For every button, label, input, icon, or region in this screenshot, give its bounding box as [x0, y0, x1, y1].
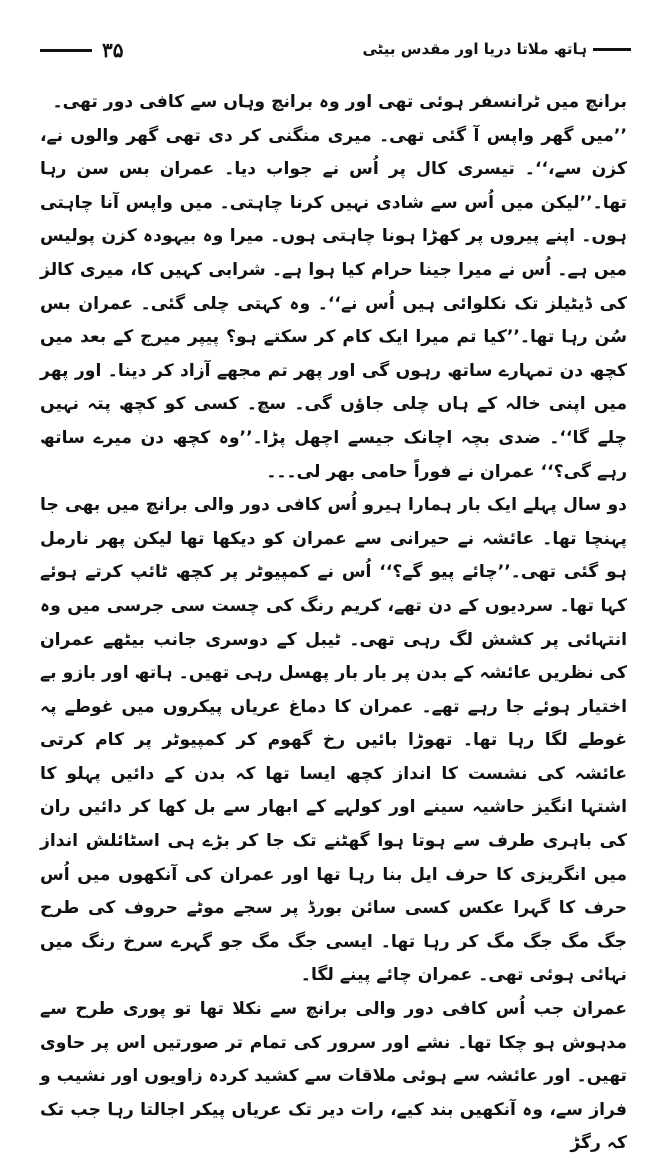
- running-title: ہاتھ ملاتا دریا اور مقدس بیٹی: [362, 40, 587, 58]
- paragraph-3: دو سال پہلے ایک بار ہمارا ہیرو اُس کافی دور والی برانچ میں بھی جا پہنچا تھا۔ عائشہ نے حیرانی سے عمران کو دیکھا تھا لیکن پھر نارمل ہو گئی تھی۔’’چائے پیو گے؟‘‘ اُس نے کمپیوٹر پر کچھ ٹائپ کرتے ہوئے کہا تھا۔ سردیوں کے دن تھے، کریم رنگ کی چست سی جرسی میں وہ انتہائی پر کشش لگ رہی تھی۔ ٹیبل کے دوسری جانب بیٹھے عمران کی نظریں عائشہ کے بدن پر بار بار پھسل رہی تھیں۔ ہاتھ اور بازو بے اختیار ہوئے جا رہے تھے۔ عمران کا دماغ عریاں پیکروں میں غوطے پہ غوطے لگا رہا تھا۔ تھوڑا بائیں رخ گھوم کر کمپیوٹر پر کام کرتی عائشہ کی نشست کا انداز کچھ ایسا تھا کہ بدن کے دائیں پہلو کا اشتہا انگیز حاشیہ سینے اور کولہے کے ابھار سے بل کھا کر دائیں ران کی باہری طرف سے ہوتا ہوا گھٹنے تک جا کر بڑے ہی اسٹائلش انداز میں انگریزی کا حرف ایل بنا رہا تھا اور عمران کی آنکھوں میں اُس حرف کا گہرا عکس کسی سائن بورڈ پر سجے موٹے حروف کی طرح جگ مگ جگ مگ کر رہا تھا۔ ایسی جگ مگ جو گہرے سرخ رنگ میں نہائی ہوئی تھی۔ عمران چائے پینے لگا۔: [40, 495, 627, 986]
- paragraph-4: عمران جب اُس کافی دور والی برانچ سے نکلا تھا تو پوری طرح سے مدہوش ہو چکا تھا۔ نشے اور سرور کی تمام تر صورتیں اس پر حاوی تھیں۔ اور عائشہ سے ہوئی ملاقات سے کشید کردہ زاویوں اور نشیب و فراز سے، وہ آنکھیں بند کیے، رات دیر تک عریاں پیکر اجالتا رہا جب تک کہ رگڑ: [40, 999, 627, 1154]
- body-text: [40, 86, 627, 1161]
- page-header: [40, 38, 631, 68]
- header-rule-right: [593, 48, 631, 51]
- header-right: [362, 40, 631, 58]
- header-left: [40, 38, 123, 62]
- page-number: ۳۵: [102, 38, 124, 62]
- paragraph-2: ’’میں گھر واپس آ گئی تھی۔ میری منگنی کر دی تھی گھر والوں نے، کزن سے،‘‘۔ تیسری کال پر اُس نے جواب دیا۔ عمران بس سن رہا تھا۔’’لیکن میں اُس سے شادی نہیں کرنا چاہتی۔ میں واپس آنا چاہتی ہوں۔ اپنے پیروں پر کھڑا ہونا چاہتی ہوں۔ میرا وہ بیہودہ کزن پولیس میں ہے۔ اُس نے میرا جینا حرام کیا ہوا ہے۔ شرابی کہیں کا، میری کالز کی ڈیٹیلز تک نکلوائی ہیں اُس نے‘‘۔ وہ کہتی چلی گئی۔ عمران بس سُن رہا تھا۔’’کیا تم میرا ایک کام کر سکتے ہو؟ پیپر میرج کے بعد میں کچھ دن تمہارے ساتھ رہوں گی اور پھر تم مجھے آزاد کر دینا۔ اور پھر میں اپنی خالہ کے ہاں چلی جاؤں گی۔ سچ۔ کسی کو کچھ پتہ نہیں چلے گا‘‘۔ ضدی بچہ اچانک جیسے اچھل پڑا۔’’وہ کچھ دن میرے ساتھ رہے گی؟‘‘ عمران نے فوراً حامی بھر لی۔۔۔: [40, 125, 627, 482]
- header-rule-left: [40, 49, 92, 52]
- paragraph-1: برانچ میں ٹرانسفر ہوئی تھی اور وہ برانچ وہاں سے کافی دور تھی۔: [52, 92, 627, 112]
